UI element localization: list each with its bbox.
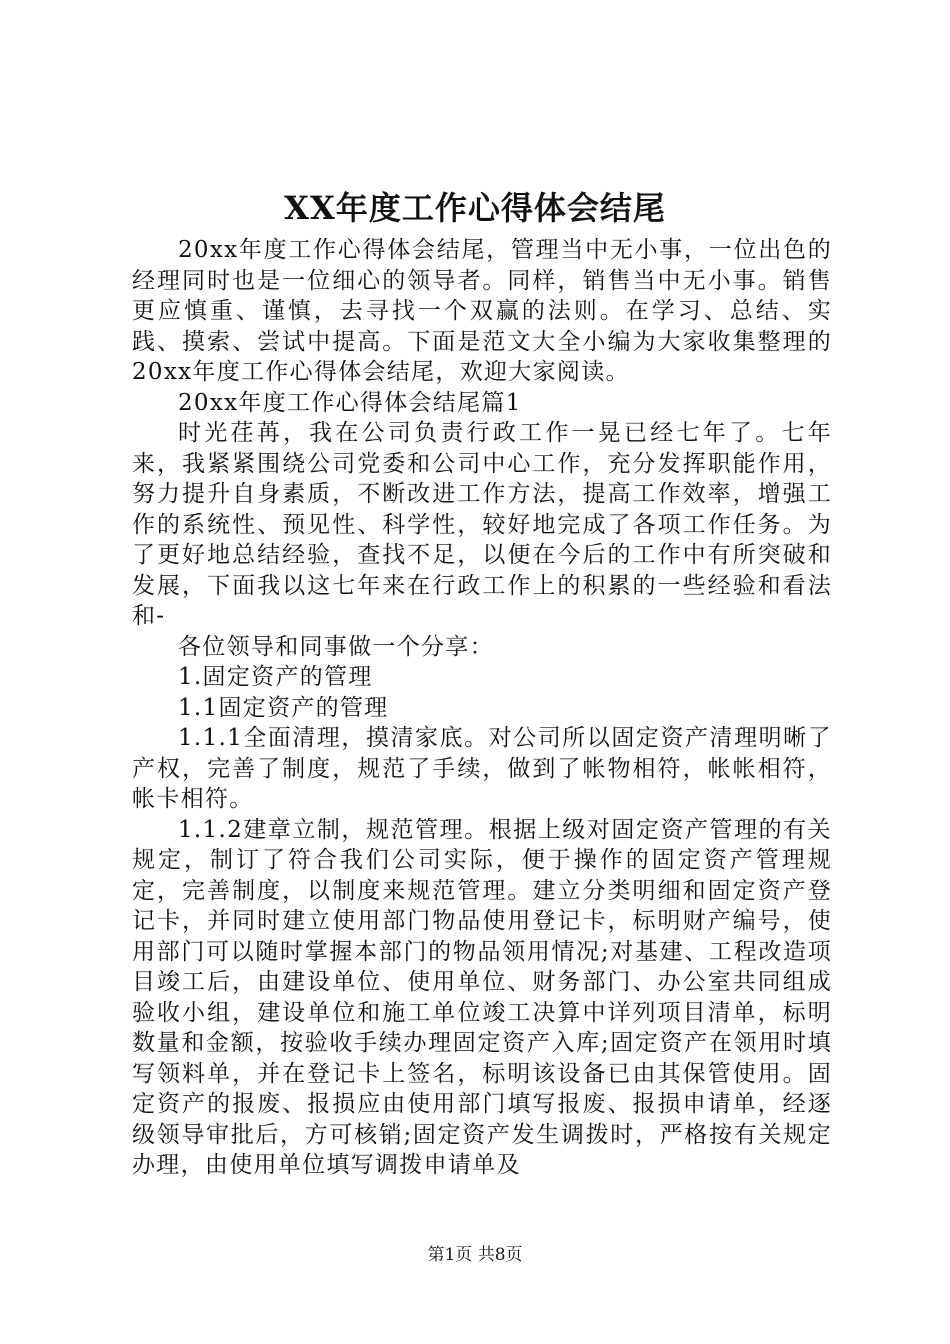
- document-body: [132, 235, 832, 1181]
- paragraph-1-1-1: 1.1.1全面清理，摸清家底。对公司所以固定资产清理明晰了产权，完善了制度，规范了手续，做到了帐物相符，帐帐相符，帐卡相符。: [132, 725, 832, 812]
- page-footer: 第1页 共8页: [427, 1245, 523, 1265]
- heading-fixed-assets: 1.固定资产的管理: [178, 664, 373, 690]
- paragraph-share: 各位领导和同事做一个分享：: [178, 633, 494, 660]
- document-title: XX年度工作心得体会结尾: [284, 189, 666, 227]
- paragraph-section-heading: 20xx年度工作心得体会结尾篇1: [178, 389, 522, 416]
- subheading-fixed-assets: 1.1固定资产的管理: [178, 694, 389, 721]
- paragraph-1-1-2: 1.1.2建章立制，规范管理。根据上级对固定资产管理的有关规定，制订了符合我们公司实际，便于操作的固定资产管理规定，完善制度，以制度来规范管理。建立分类明细和固定资产登记卡，并同时建立使用部门物品使用登记卡，标明财产编号，使用部门可以随时掌握本部门的物品领用情况;对基建、工程改造项目竣工后，由建设单位、使用单位、财务部门、办公室共同组成验收小组，建设单位和施工单位竣工决算中详列项目清单，标明数量和金额，按验收手续办理固定资产入库;固定资产在领用时填写领料单，并在登记卡上签名，标明该设备已由其保管使用。固定资产的报废、报损应由使用部门填写报废、报损申请单，经逐级领导审批后，方可核销;固定资产发生调拨时，严格按有关规定办理，由使用单位填写调拨申请单及: [132, 816, 832, 1178]
- paragraph-time-passes: 时光荏苒，我在公司负责行政工作一晃已经七年了。七年来，我紧紧围绕公司党委和公司中心工作，充分发挥职能作用，努力提升自身素质，不断改进工作方法，提高工作效率，增强工作的系统性、预见性、科学性，较好地完成了各项工作任务。为了更好地总结经验，查找不足，以便在今后的工作中有所突破和发展，下面我以这七年来在行政工作上的积累的一些经验和看法和-: [132, 420, 832, 629]
- paragraph-intro: 20xx年度工作心得体会结尾，管理当中无小事，一位出色的经理同时也是一位细心的领导者。同样，销售当中无小事。销售更应慎重、谨慎，去寻找一个双赢的法则。在学习、总结、实践、摸索、尝试中提高。下面是范文大全小编为大家收集整理的20xx年度工作心得体会结尾，欢迎大家阅读。: [132, 237, 832, 385]
